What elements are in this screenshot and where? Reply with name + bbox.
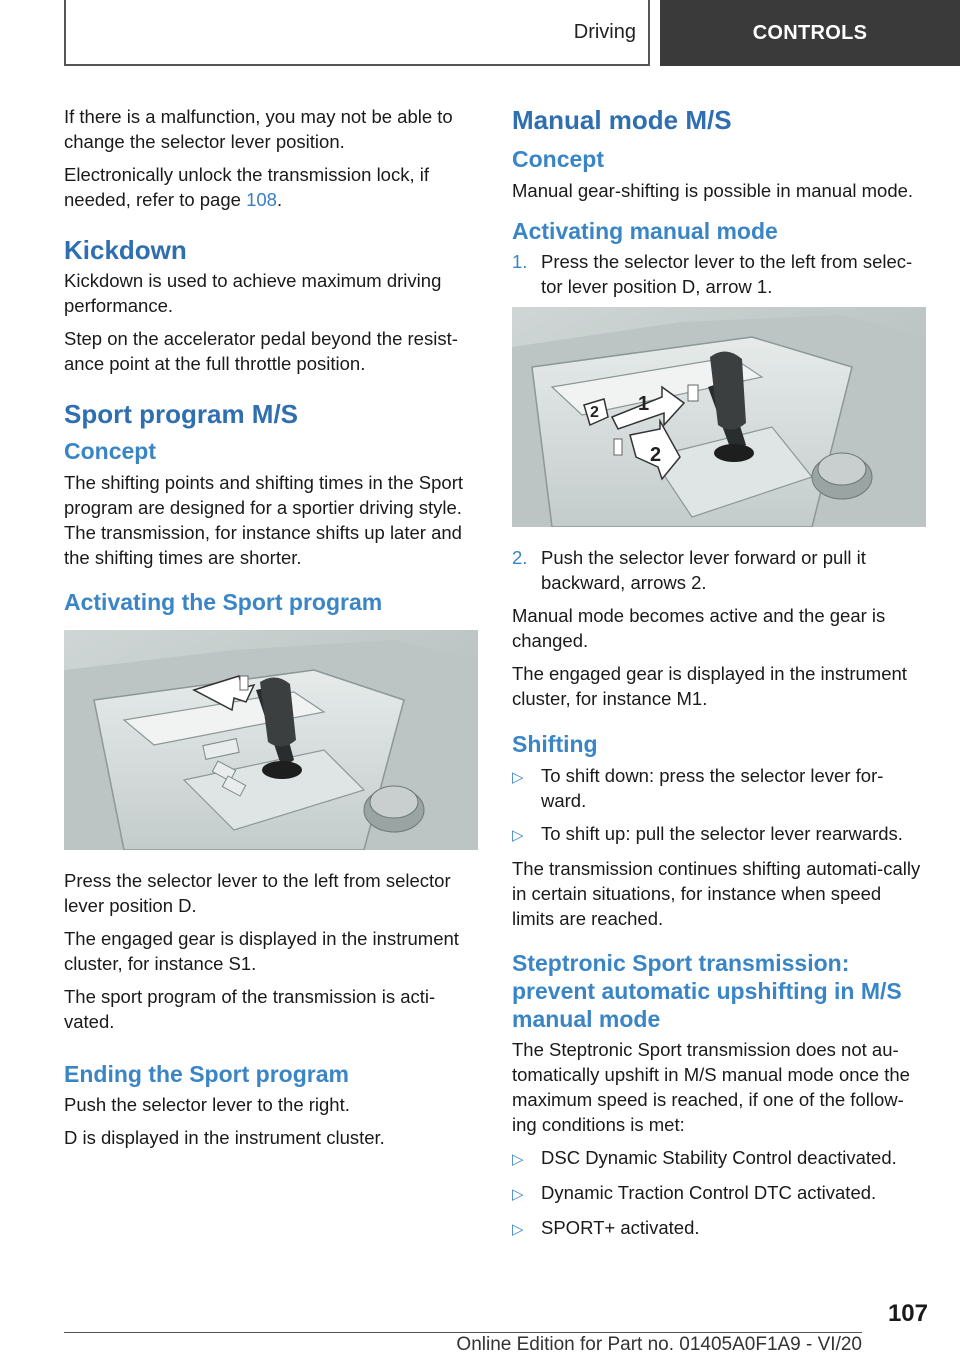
activating-paragraph-3: The sport program of the transmission is acti-vated. [64,986,436,1032]
activating-sport-heading: Activating the Sport program [64,589,383,615]
kickdown-paragraph-2: Step on the accelerator pedal beyond the resist-ance point at the full throttle position. [64,328,458,374]
steptronic-paragraph: The Steptronic Sport transmission does not au-tomatically upshift in M/S manual mode once the maximum speed is reached, if one of the follow-ing conditions is met: [512,1039,910,1135]
bullet-text: DSC Dynamic Stability Control deactivated. [541,1147,897,1168]
shifting-bullet-list [512,763,926,848]
chapter-tab: CONTROLS [660,0,960,66]
bullet-text: To shift down: press the selector lever for-ward. [541,765,884,811]
step-number: 2. [512,547,528,568]
steptronic-heading: Steptronic Sport transmission: prevent automatic upshifting in M/S manual mode [512,950,902,1032]
sport-selector-lever-illustration [64,630,478,850]
list-item [512,1180,926,1207]
kickdown-paragraph-1: Kickdown is used to achieve maximum driving performance. [64,270,442,316]
activating-manual-heading: Activating manual mode [512,218,778,244]
activating-steps-2 [512,545,926,595]
list-item [512,821,926,848]
triangle-bullet-icon: ▷ [512,1221,524,1238]
bullet-text: SPORT+ activated. [541,1217,700,1238]
unlock-text: Electronically unlock the transmission lock, if needed, refer to page [64,164,430,210]
list-item [512,545,926,595]
sport-program-heading: Sport program M/S [64,399,299,429]
bullet-text: Dynamic Traction Control DTC activated. [541,1182,877,1203]
page-reference-link[interactable]: 108 [246,189,277,210]
sport-concept-heading: Concept [64,438,156,464]
manual-paragraph-1: Manual mode becomes active and the gear is changed. [512,605,886,651]
figure-label-2b: 2 [650,444,662,466]
manual-concept-paragraph: Manual gear-shifting is possible in manual mode. [512,180,914,201]
bullet-text: To shift up: pull the selector lever rearwards. [541,823,903,844]
activating-paragraph-2: The engaged gear is displayed in the instrument cluster, for instance S1. [64,928,459,974]
figure-label-1: 1 [638,393,650,415]
activating-paragraph-1: Press the selector lever to the left from selector lever position D. [64,870,451,916]
shifting-paragraph: The transmission continues shifting automati-cally in certain situations, for instance when speed limits are reached. [512,858,921,929]
step-text: Push the selector lever forward or pull it backward, arrows 2. [541,547,866,593]
figure-label-2a: 2 [590,404,599,421]
manual-selector-lever-illustration [512,307,926,527]
triangle-bullet-icon: ▷ [512,1151,524,1168]
ending-paragraph-2: D is displayed in the instrument cluster. [64,1127,385,1148]
step-text: Press the selector lever to the left from selec-tor lever position D, arrow 1. [541,251,913,297]
manual-paragraph-2: The engaged gear is displayed in the instrument cluster, for instance M1. [512,663,907,709]
edition-text: Online Edition for Part no. 01405A0F1A9 - VI/20 [456,1334,862,1355]
intro-paragraph: If there is a malfunction, you may not be able to change the selector lever position. [64,106,453,152]
conditions-bullet-list [512,1145,926,1242]
manual-mode-heading: Manual mode M/S [512,105,732,135]
unlock-text-end: . [276,189,283,210]
shifting-heading: Shifting [512,731,598,757]
manual-concept-heading: Concept [512,146,604,172]
list-item [512,1215,926,1242]
unlock-paragraph [64,162,478,212]
list-item [512,1145,926,1172]
list-item [512,763,926,813]
ending-paragraph-1: Push the selector lever to the right. [64,1094,350,1115]
section-title: Driving [64,0,650,66]
left-column [64,104,478,1158]
triangle-bullet-icon: ▷ [512,769,524,786]
activating-steps-1 [512,249,926,299]
triangle-bullet-icon: ▷ [512,1186,524,1203]
page-header [64,0,960,66]
ending-sport-heading: Ending the Sport program [64,1061,349,1087]
right-column [512,104,926,1250]
footer-divider [64,1332,862,1333]
page-number: 107 [887,1300,928,1327]
sport-concept-paragraph: The shifting points and shifting times in the Sport program are designed for a sportier driving style. The transmission, for instance shifts up later and the shifting times are shorter. [64,472,463,568]
kickdown-heading: Kickdown [64,235,187,265]
triangle-bullet-icon: ▷ [512,827,524,844]
step-number: 1. [512,251,528,272]
list-item [512,249,926,299]
